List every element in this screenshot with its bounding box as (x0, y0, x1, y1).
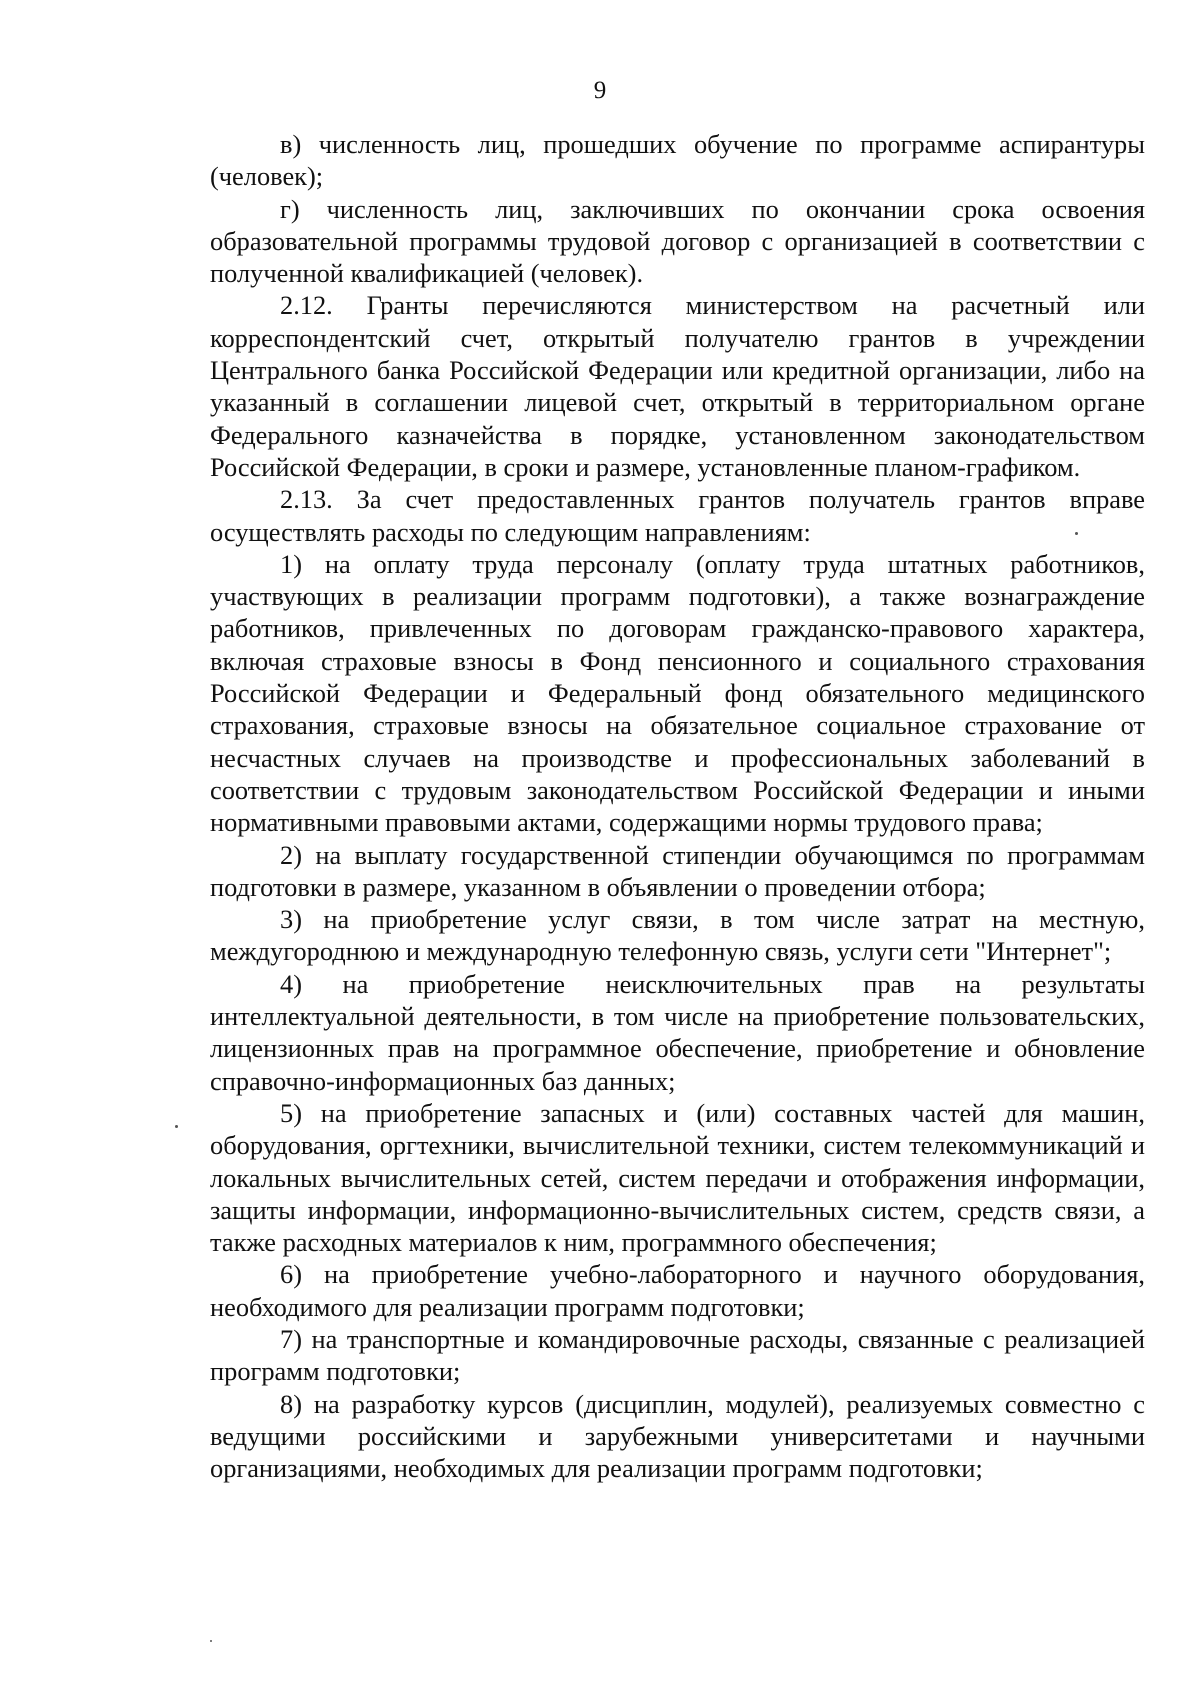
expense-item-7-travel: 7) на транспортные и командировочные расходы, связанные с реализацией программ подготовки; (210, 1323, 1145, 1387)
item-v-postgraduate-count: в) численность лиц, прошедших обучение по программе аспирантуры (человек); (210, 129, 1145, 192)
clause-2-12-grant-transfer: 2.12. Гранты перечисляются министерством на расчетный или корреспондентский счет, открытый получателю грантов в учреждении Центрального банка Российской Федерации или кредитной организации, либо на указанный в соглашении лицевой счет, открытый в территориальном органе Федерального казначейства в порядке, установленном законодательством Российской Федерации, в сроки и размере, установленные планом-графиком. (210, 290, 1145, 482)
expense-item-3-communications: 3) на приобретение услуг связи, в том числе затрат на местную, междугороднюю и международную телефонную связь, услуги сети "Интернет"; (210, 904, 1145, 967)
expense-item-5-spare-parts: 5) на приобретение запасных и (или) составных частей для машин, оборудования, оргтехники, вычислительной техники, систем телекоммуникаций и локальных вычислительных сетей, систем передачи и отображения информации, защиты информации, информационно-вычислительных систем, средств связи, а также расходных материалов к ним, программного обеспечения; (210, 1097, 1145, 1258)
document-body (210, 128, 1145, 1484)
expense-item-6-equipment: 6) на приобретение учебно-лабораторного и научного оборудования, необходимого для реализации программ подготовки; (210, 1259, 1145, 1322)
scan-speck (175, 1125, 178, 1128)
expense-item-4-ip-rights: 4) на приобретение неисключительных прав на результаты интеллектуальной деятельности, в том числе на приобретение пользовательских, лицензионных прав на программное обеспечение, приобретение и обновление справочно-информационных баз данных; (210, 968, 1145, 1096)
expense-item-2-stipend: 2) на выплату государственной стипендии обучающимся по программам подготовки в размере, указанном в объявлении о проведении отбора; (210, 839, 1145, 902)
clause-2-13-expenses: 2.13. За счет предоставленных грантов получатель грантов вправе осуществлять расходы по следующим направлениям: (210, 484, 1145, 547)
item-g-employment-count: г) численность лиц, заключивших по окончании срока освоения образовательной программы трудовой договор с организацией в соответствии с полученной квалификацией (человек). (210, 193, 1145, 289)
scan-speck (1075, 532, 1078, 535)
expense-item-8-courses: 8) на разработку курсов (дисциплин, модулей), реализуемых совместно с ведущими российскими и зарубежными университетами и научными организациями, необходимых для реализации программ подготовки; (210, 1388, 1145, 1484)
scan-speck (210, 1640, 212, 1642)
page-number: 9 (593, 77, 607, 104)
expense-item-1-labor: 1) на оплату труда персоналу (оплату труда штатных работников, участвующих в реализации программ подготовки), а также вознаграждение работников, привлеченных по договорам гражданско-правового характера, включая страховые взносы в Фонд пенсионного и социального страхования Российской Федерации и Федеральный фонд обязательного медицинского страхования, страховые взносы на обязательное социальное страхование от несчастных случаев на производстве и профессиональных заболеваний в соответствии с трудовым законодательством Российской Федерации и иными нормативными правовыми актами, содержащими нормы трудового права; (210, 548, 1145, 838)
